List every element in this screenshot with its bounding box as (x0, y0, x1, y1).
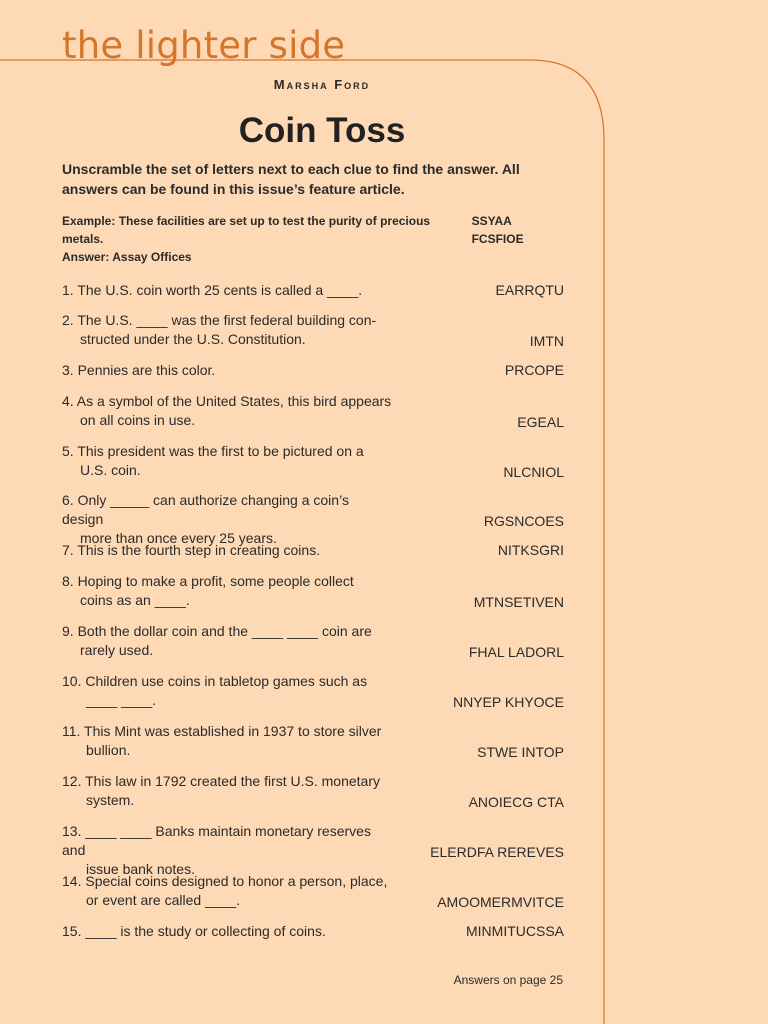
clue-line: 14. Special coins designed to honor a person, place, (62, 873, 388, 889)
scrambled-answer: EARRQTU (495, 282, 564, 298)
scrambled-answer: AMOOMERMVITCE (437, 894, 564, 910)
clue-line: or event are called ____. (86, 892, 241, 908)
scrambled-answer: NITKSGRI (497, 542, 564, 558)
clue-text (62, 872, 392, 910)
clue-line: 10. Children use coins in tabletop games such as (62, 673, 368, 689)
scrambled-answer: MTNSETIVEN (473, 594, 564, 610)
clue-text (62, 541, 392, 560)
clue-line: 3. Pennies are this color. (62, 362, 216, 378)
clue-item (62, 872, 564, 910)
scrambled-answer: IMTN (529, 333, 564, 349)
clue-line: coins as an ____. (80, 592, 190, 608)
clue-item (62, 672, 564, 710)
clue-text (62, 622, 392, 660)
clue-line: 5. This president was the first to be pictured on a (62, 443, 364, 459)
clue-text (62, 361, 392, 380)
clue-line: system. (86, 792, 135, 808)
clue-item (62, 311, 564, 349)
clue-text (62, 922, 392, 941)
clue-item (62, 822, 564, 877)
clue-line: more than once every 25 years. (80, 530, 277, 546)
scrambled-answer: ELERDFA REREVES (430, 844, 564, 860)
scrambled-answer: FHAL LADORL (468, 644, 564, 660)
clue-line: U.S. coin. (80, 462, 141, 478)
example-scramble: SSYAA FCSFIOE (471, 214, 524, 246)
clue-line: bullion. (86, 742, 131, 758)
clue-item (62, 281, 564, 300)
puzzle-title: Coin Toss (238, 111, 406, 150)
clue-item (62, 922, 564, 941)
clue-item (62, 541, 564, 560)
scrambled-answer: RGSNCOES (483, 513, 564, 529)
clue-line: 1. The U.S. coin worth 25 cents is called a ____. (62, 282, 363, 298)
clue-text (62, 722, 392, 760)
example-block (62, 212, 566, 266)
clue-line: rarely used. (80, 642, 154, 658)
clue-text (62, 392, 392, 430)
scrambled-answer: ANOIECG CTA (468, 794, 564, 810)
scrambled-answer: MINMITUCSSA (466, 923, 564, 939)
scrambled-answer: NLCNIOL (503, 464, 564, 480)
clue-line: 4. As a symbol of the United States, this bird appears (62, 393, 392, 409)
clue-line: 6. Only _____ can authorize changing a coin’s design (62, 492, 349, 527)
clue-text (62, 822, 392, 879)
clue-line: ____ ____. (86, 692, 157, 708)
clue-line: on all coins in use. (80, 412, 196, 428)
scrambled-answer: PRCOPE (504, 362, 564, 378)
scrambled-answer: NNYEP KHYOCE (453, 694, 564, 710)
clue-item (62, 491, 564, 546)
clue-text (62, 491, 392, 548)
section-title: the lighter side (62, 24, 346, 67)
clue-item (62, 722, 564, 760)
clue-text (62, 281, 392, 300)
clue-item (62, 442, 564, 480)
clue-line: 9. Both the dollar coin and the ____ ____ coin are (62, 623, 372, 639)
clue-line: 13. ____ ____ Banks maintain monetary reserves and (62, 823, 371, 858)
clue-item (62, 772, 564, 810)
example-answer: Answer: Assay Offices (62, 250, 192, 264)
clue-line: 12. This law in 1792 created the first U.S. monetary (62, 773, 381, 789)
clue-line: issue bank notes. (86, 861, 195, 877)
clue-text (62, 772, 392, 810)
clue-line: 8. Hoping to make a profit, some people collect (62, 573, 354, 589)
clue-text (62, 311, 392, 349)
author-byline: Marsha Ford (273, 77, 371, 92)
clue-text (62, 672, 392, 710)
instructions: Unscramble the set of letters next to each clue to find the answer. All answers can be found in this issue’s feature article. (62, 161, 520, 197)
clue-line: structed under the U.S. Constitution. (80, 331, 306, 347)
clue-line: 7. This is the fourth step in creating coins. (62, 542, 321, 558)
clue-item (62, 622, 564, 660)
clue-item (62, 572, 564, 610)
clue-line: 11. This Mint was established in 1937 to store silver (62, 723, 382, 739)
clue-item (62, 392, 564, 430)
scrambled-answer: STWE INTOP (477, 744, 564, 760)
clue-line: 2. The U.S. ____ was the first federal building con- (62, 312, 377, 328)
clue-item (62, 361, 564, 380)
answers-note: Answers on page 25 (453, 973, 563, 987)
clue-line: 15. ____ is the study or collecting of coins. (62, 923, 326, 939)
clue-text (62, 572, 392, 610)
clue-text (62, 442, 392, 480)
scrambled-answer: EGEAL (517, 414, 564, 430)
example-clue: Example: These facilities are set up to test the purity of precious metals. (62, 214, 431, 246)
